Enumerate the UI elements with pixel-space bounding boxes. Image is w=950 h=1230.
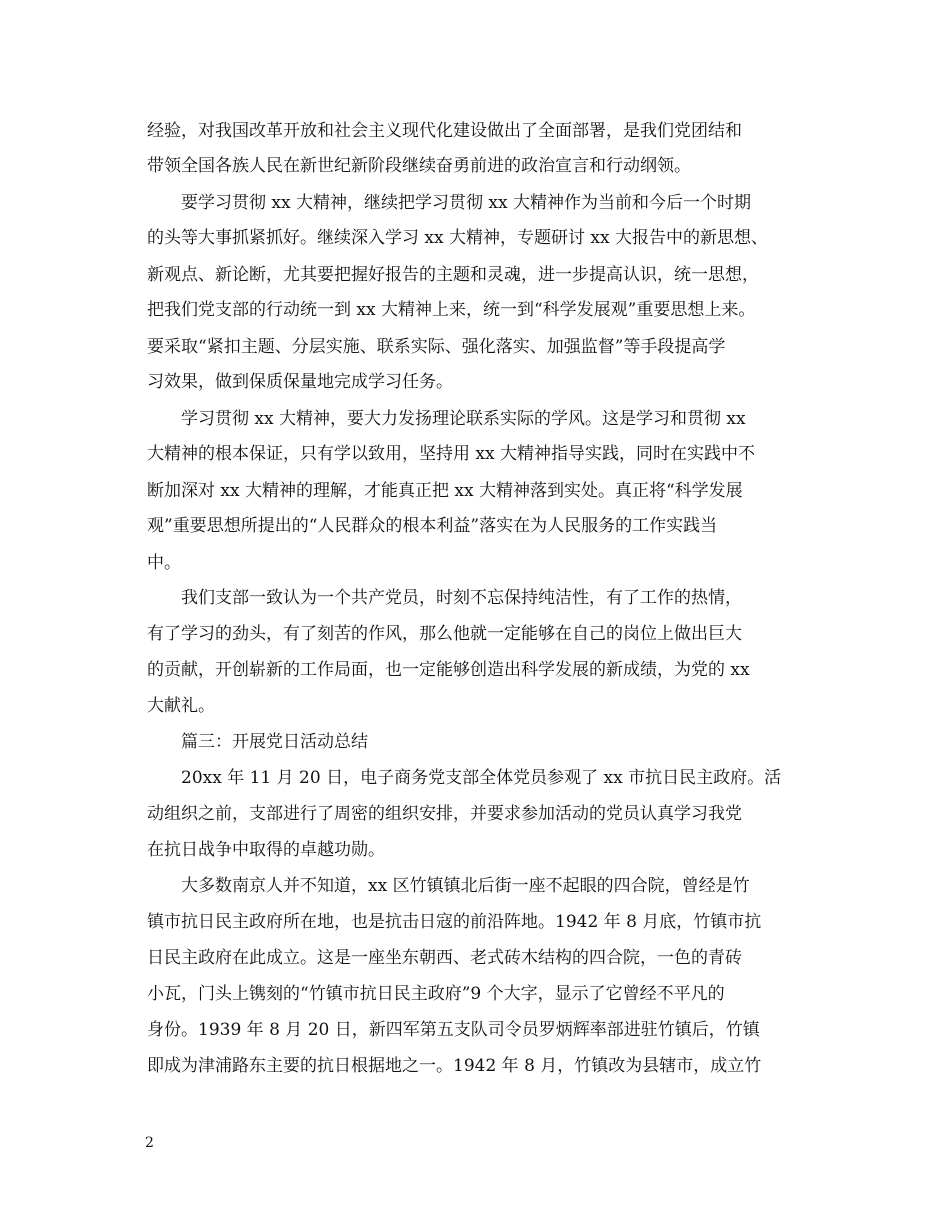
text-line: 身份。1939 年 8 月 20 日，新四军第五支队司令员罗炳辉率部进驻竹镇后，竹镇 [147, 1020, 760, 1040]
text-line: 新观点、新论断，尤其要把握好报告的主题和灵魂，进一步提高认识，统一思想， [147, 265, 759, 285]
section-heading: 篇三：开展党日活动总结 [181, 732, 368, 752]
paragraph-first-line: 要学习贯彻 xx 大精神，继续把学习贯彻 xx 大精神作为当前和今后一个时期 [181, 193, 751, 213]
text-line: 观”重要思想所提出的“人民群众的根本利益”落实在为人民服务的工作实践当 [147, 516, 718, 536]
text-line: 断加深对 xx 大精神的理解，才能真正把 xx 大精神落到实处。真正将“科学发展 [147, 481, 743, 501]
text-line: 大献礼。 [147, 696, 215, 716]
text-line: 在抗日战争中取得的卓越功勋。 [147, 840, 385, 860]
text-line: 镇市抗日民主政府所在地，也是抗击日寇的前沿阵地。1942 年 8 月底，竹镇市抗 [147, 912, 762, 932]
text-line: 经验，对我国改革开放和社会主义现代化建设做出了全面部署，是我们党团结和 [147, 121, 742, 141]
text-line: 动组织之前，支部进行了周密的组织安排，并要求参加活动的党员认真学习我党 [147, 804, 742, 824]
text-line: 日民主政府在此成立。这是一座坐东朝西、老式砖木结构的四合院，一色的青砖 [147, 948, 742, 968]
text-line: 的头等大事抓紧抓好。继续深入学习 xx 大精神，专题研讨 xx 大报告中的新思想、 [147, 228, 768, 248]
page-number: 2 [145, 1135, 154, 1151]
text-line: 大精神的根本保证，只有学以致用，坚持用 xx 大精神指导实践，同时在实践中不 [147, 444, 755, 464]
paragraph-first-line: 学习贯彻 xx 大精神，要大力发扬理论联系实际的学风。这是学习和贯彻 xx [181, 409, 746, 429]
paragraph-first-line: 大多数南京人并不知道，xx 区竹镇镇北后街一座不起眼的四合院，曾经是竹 [181, 876, 750, 896]
text-line: 习效果，做到保质保量地完成学习任务。 [147, 372, 453, 392]
text-line: 小瓦，门头上镌刻的“竹镇市抗日民主政府”9 个大字，显示了它曾经不平凡的 [147, 984, 725, 1004]
text-line: 要采取“紧扣主题、分层实施、联系实际、强化落实、加强监督”等手段提高学 [147, 337, 726, 357]
text-line: 有了学习的劲头，有了刻苦的作风，那么他就一定能够在自己的岗位上做出巨大 [147, 624, 742, 644]
text-line: 中。 [147, 553, 181, 573]
text-line: 即成为津浦路东主要的抗日根据地之一。1942 年 8 月，竹镇改为县辖市，成立竹 [147, 1056, 762, 1076]
paragraph-first-line: 20xx 年 11 月 20 日，电子商务党支部全体党员参观了 xx 市抗日民主政府。活 [181, 768, 782, 788]
paragraph-first-line: 我们支部一致认为一个共产党员，时刻不忘保持纯洁性，有了工作的热情， [181, 588, 742, 608]
text-line: 把我们党支部的行动统一到 xx 大精神上来，统一到“科学发展观”重要思想上来。 [147, 300, 756, 320]
text-line: 的贡献，开创崭新的工作局面，也一定能够创造出科学发展的新成绩，为党的 xx [147, 660, 750, 680]
text-line: 带领全国各族人民在新世纪新阶段继续奋勇前进的政治宣言和行动纲领。 [147, 156, 691, 176]
